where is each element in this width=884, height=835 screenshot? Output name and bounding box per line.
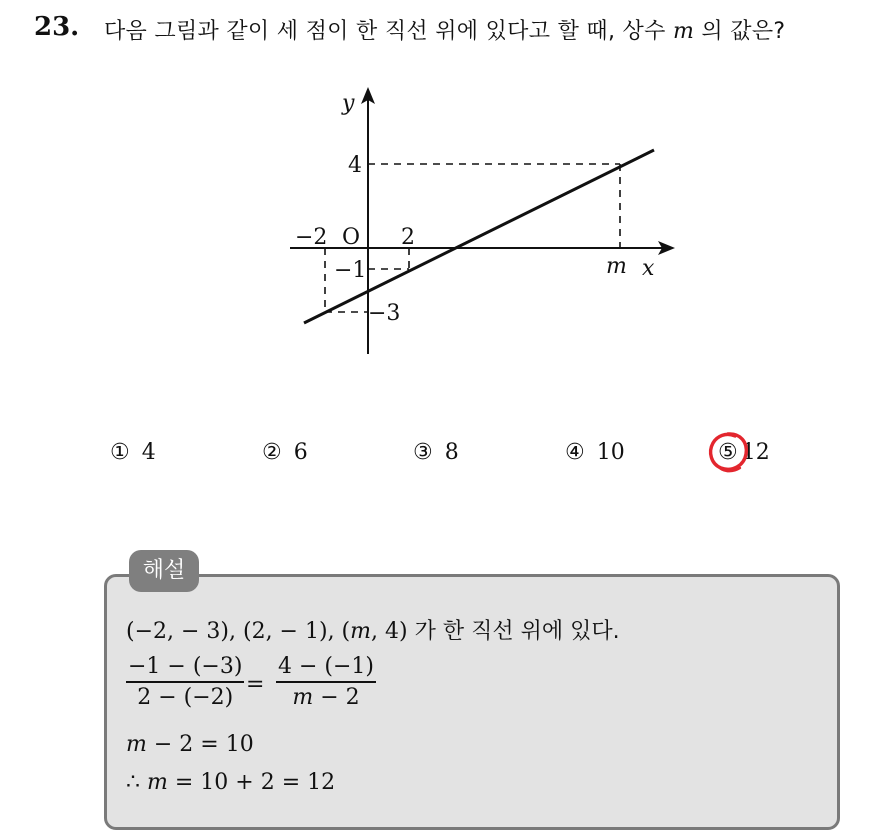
solution-line-4 <box>126 770 335 795</box>
answer-circle-mark <box>704 428 752 476</box>
tick-label-x-2: 2 <box>401 225 415 250</box>
fraction-right <box>276 654 376 710</box>
choice-value: 6 <box>293 440 308 465</box>
fraction-left <box>126 654 244 710</box>
solution-tag: 해설 <box>129 550 199 592</box>
y-axis-label: y <box>342 91 355 116</box>
tick-label-y-4: 4 <box>348 153 362 178</box>
solution-statement: 가 한 직선 위에 있다. <box>407 619 620 644</box>
solution-line-1 <box>126 614 620 645</box>
choice-value: 8 <box>444 440 459 465</box>
fraction-left-denominator: 2 − (−2) <box>126 681 244 710</box>
choice-value: 4 <box>141 440 156 465</box>
choice-mark: ③ <box>413 440 433 465</box>
choice-mark: ① <box>110 440 130 465</box>
therefore-symbol: ∴ <box>126 770 147 795</box>
x-axis-label: x <box>642 256 655 281</box>
tick-label-y-neg3: −3 <box>368 301 401 326</box>
solution-points-end: , 4) <box>371 619 408 644</box>
solution-points: (−2, − 3), (2, − 1), ( <box>126 619 351 644</box>
question-text <box>104 14 785 45</box>
fraction-right-var-m: m <box>292 685 314 710</box>
solution-line-4-var: m <box>147 770 168 795</box>
choice-3[interactable] <box>413 440 459 465</box>
choice-1[interactable] <box>110 440 156 465</box>
solution-line-3-var: m <box>126 732 147 757</box>
choice-value: 10 <box>596 440 625 465</box>
choice-mark: ⑤ <box>718 440 738 465</box>
question-text-after: 의 값은? <box>694 19 786 44</box>
fraction-right-numerator: 4 − (−1) <box>278 654 375 679</box>
choice-2[interactable] <box>262 440 308 465</box>
coordinate-graph <box>270 82 690 372</box>
tick-label-y-neg1: −1 <box>334 258 367 283</box>
solution-line-4-rest: = 10 + 2 = 12 <box>167 770 336 795</box>
solution-var-m: m <box>350 619 372 644</box>
fraction-right-den-rest: − 2 <box>313 685 360 710</box>
question-variable: m <box>672 19 695 44</box>
choice-mark: ② <box>262 440 282 465</box>
choice-mark: ④ <box>565 440 585 465</box>
question-number: 23. <box>34 12 80 42</box>
tick-label-x-m: m <box>606 254 627 279</box>
tick-label-x-neg2: −2 <box>295 225 328 250</box>
question-text-before: 다음 그림과 같이 세 점이 한 직선 위에 있다고 할 때, 상수 <box>104 19 673 44</box>
origin-label: O <box>342 225 361 250</box>
fraction-right-denominator <box>276 681 376 710</box>
fraction-left-numerator: −1 − (−3) <box>128 654 243 679</box>
choice-4[interactable] <box>565 440 625 465</box>
solution-line-3 <box>126 732 254 757</box>
fraction-equals: = <box>246 672 265 697</box>
choice-value: 12 <box>741 440 770 465</box>
solution-line-3-rest: − 2 = 10 <box>146 732 254 757</box>
